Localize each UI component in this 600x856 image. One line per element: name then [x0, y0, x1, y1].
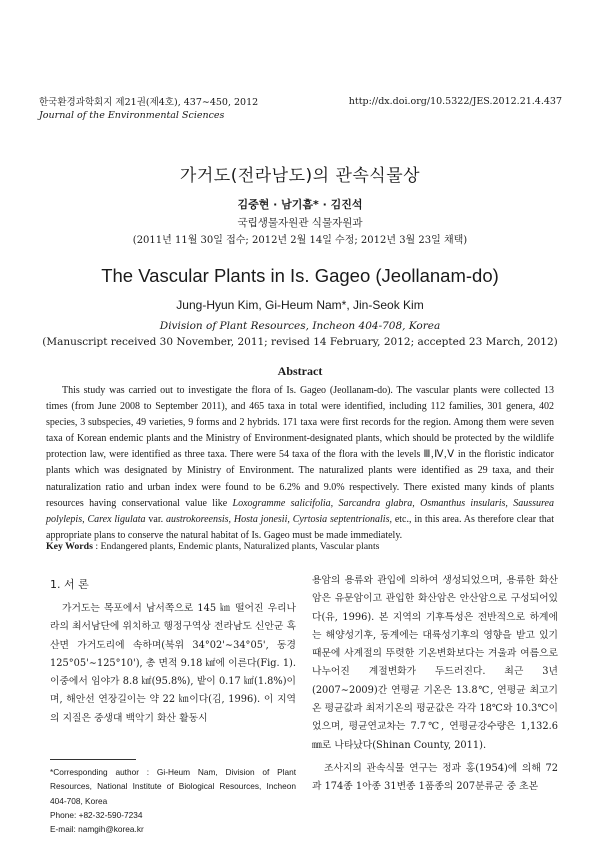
abstract-species-2: austrokoreensis, Hosta jonesii, Cyrtosia septentrionalis, [165, 513, 392, 525]
intro-right-column [312, 572, 558, 797]
abstract-text-1: This study was carried out to investigate the flora of Is. Gageo (Jeollanam-do). The vascular plants were collected 13 times (from June 2008 to September 2011), and 465 taxa in total were identified, including 112 families, 301 genera, 402 species, 3 subspecies, 49 varieties, 9 forms and 2 hybrids. 171 taxa were first records for the region. Among them were seven taxa of Korean endemic plants and the Ministry of Environment-designated plants, which should be protected by the wildlife protection law, were identified as three taxa. There were 54 taxa of the flora with the levels Ⅲ,Ⅳ,Ⅴ in the floristic indicator plants which was designated by Ministry of Environment. The naturalized plants were identified as 29 taxa, and their naturalization ratio and urban index were found to be 6.2% and 9.0% respectively. There existed many kinds of plants resources having conservational value like [46, 385, 554, 509]
korean-dates: (2011년 11월 30일 접수; 2012년 2월 14일 수정; 2012년 3월 23일 채택) [132, 235, 468, 246]
journal-name-en: Journal of the Environmental Sciences [39, 110, 225, 121]
abstract-species-1: Loxogramme salicifolia, Sarcandra glabra, Osmanthus insularis, Saussurea polylepis, Carex ligulata [46, 497, 554, 525]
footnote-email: E-mail: namgih@korea.kr [50, 824, 144, 835]
section-heading-introduction: 1. 서 론 [50, 578, 89, 591]
abstract-body [46, 383, 554, 544]
doi-link[interactable]: http://dx.doi.org/10.5322/JES.2012.21.4.437 [348, 96, 562, 107]
abstract-heading: Abstract [277, 364, 323, 378]
intro-right-paragraph-1: 용암의 용류와 관입에 의하여 생성되었으며, 용류한 화산암은 유문암이고 관입한 화산암은 안산암으로 구성되어있다(유, 1996). 본 지역의 기후특성은 전반적으로 하계에는 해양성기후, 동계에는 대륙성기후의 영향을 받고 있기 때문에 사계절의 뚜렷한 기온변화보다는 겨울과 여름으로 나누어진 계절변화가 두드러진다. 최근 3년(2007∼2009)간 연평균 기온은 13.8℃, 연평균 최고기온 평균값과 최저기온의 평균값은 각각 18℃와 10.3℃이었으며, 평균연교차는 7.7℃, 연평균강수량은 1,132.6 ㎜로 나타났다(Shinan County, 2011). [312, 575, 558, 751]
english-title: The Vascular Plants in Is. Gageo (Jeollanam-do) [101, 265, 499, 286]
footnote-divider [50, 759, 136, 760]
english-dates: (Manuscript received 30 November, 2011; revised 14 February, 2012; accepted 23 March, 2012) [42, 336, 558, 348]
abstract-text-2: etc., in this area. As therefore clear that appropriate plans to conserve the natural habitat of Is. Gageo must be made immediately. [46, 513, 554, 541]
footnote-author: *Corresponding author : Gi-Heum Nam, Division of Plant Resources, National Institute of Biological Resources, Incheon 404-708, Korea [50, 767, 296, 806]
intro-left-paragraph: 가거도는 목포에서 남서쪽으로 145 ㎞ 떨어진 우리나라의 최서남단에 위치하고 행정구역상 전라남도 신안군 흑산면 가거도리에 속하며(북위 34°02'∼34°05', 동경 125°05'∼125°10'), 총 면적 9.18 ㎢에 이른다(Fig. 1). 이중에서 임야가 8.8 ㎢(95.8%), 밭이 0.17 ㎢(1.8%)이며, 해안선 연장길이는 약 22 ㎞이다(김, 1996). 이 지역의 지질은 중생대 백악기 화산 활동시 [50, 603, 296, 724]
english-authors: Jung-Hyun Kim, Gi-Heum Nam*, Jin-Seok Kim [176, 298, 424, 312]
intro-right-paragraph-2: 조사지의 관속식물 연구는 정과 홍(1954)에 의해 72과 174종 1아종 31변종 1품종의 207분류군 중 초본 [312, 762, 558, 793]
keywords [46, 541, 379, 552]
corresponding-author-footnote [50, 765, 296, 836]
keywords-text: : Endangered plants, Endemic plants, Naturalized plants, Vascular plants [92, 541, 380, 552]
english-affiliation: Division of Plant Resources, Incheon 404-708, Korea [159, 320, 441, 332]
keywords-label: Key Words [46, 541, 93, 552]
korean-affiliation: 국립생물자원관 식물자원과 [237, 217, 363, 229]
journal-citation-ko: 한국환경과학회지 제21권(제4호), 437∼450, 2012 [39, 97, 259, 108]
korean-authors: 김중현 · 남기흠* · 김진석 [237, 198, 363, 211]
journal-header [39, 96, 258, 122]
abstract-var: var. [145, 513, 166, 525]
korean-title: 가거도(전라남도)의 관속식물상 [179, 166, 421, 186]
footnote-phone: Phone: +82-32-590-7234 [50, 809, 143, 820]
